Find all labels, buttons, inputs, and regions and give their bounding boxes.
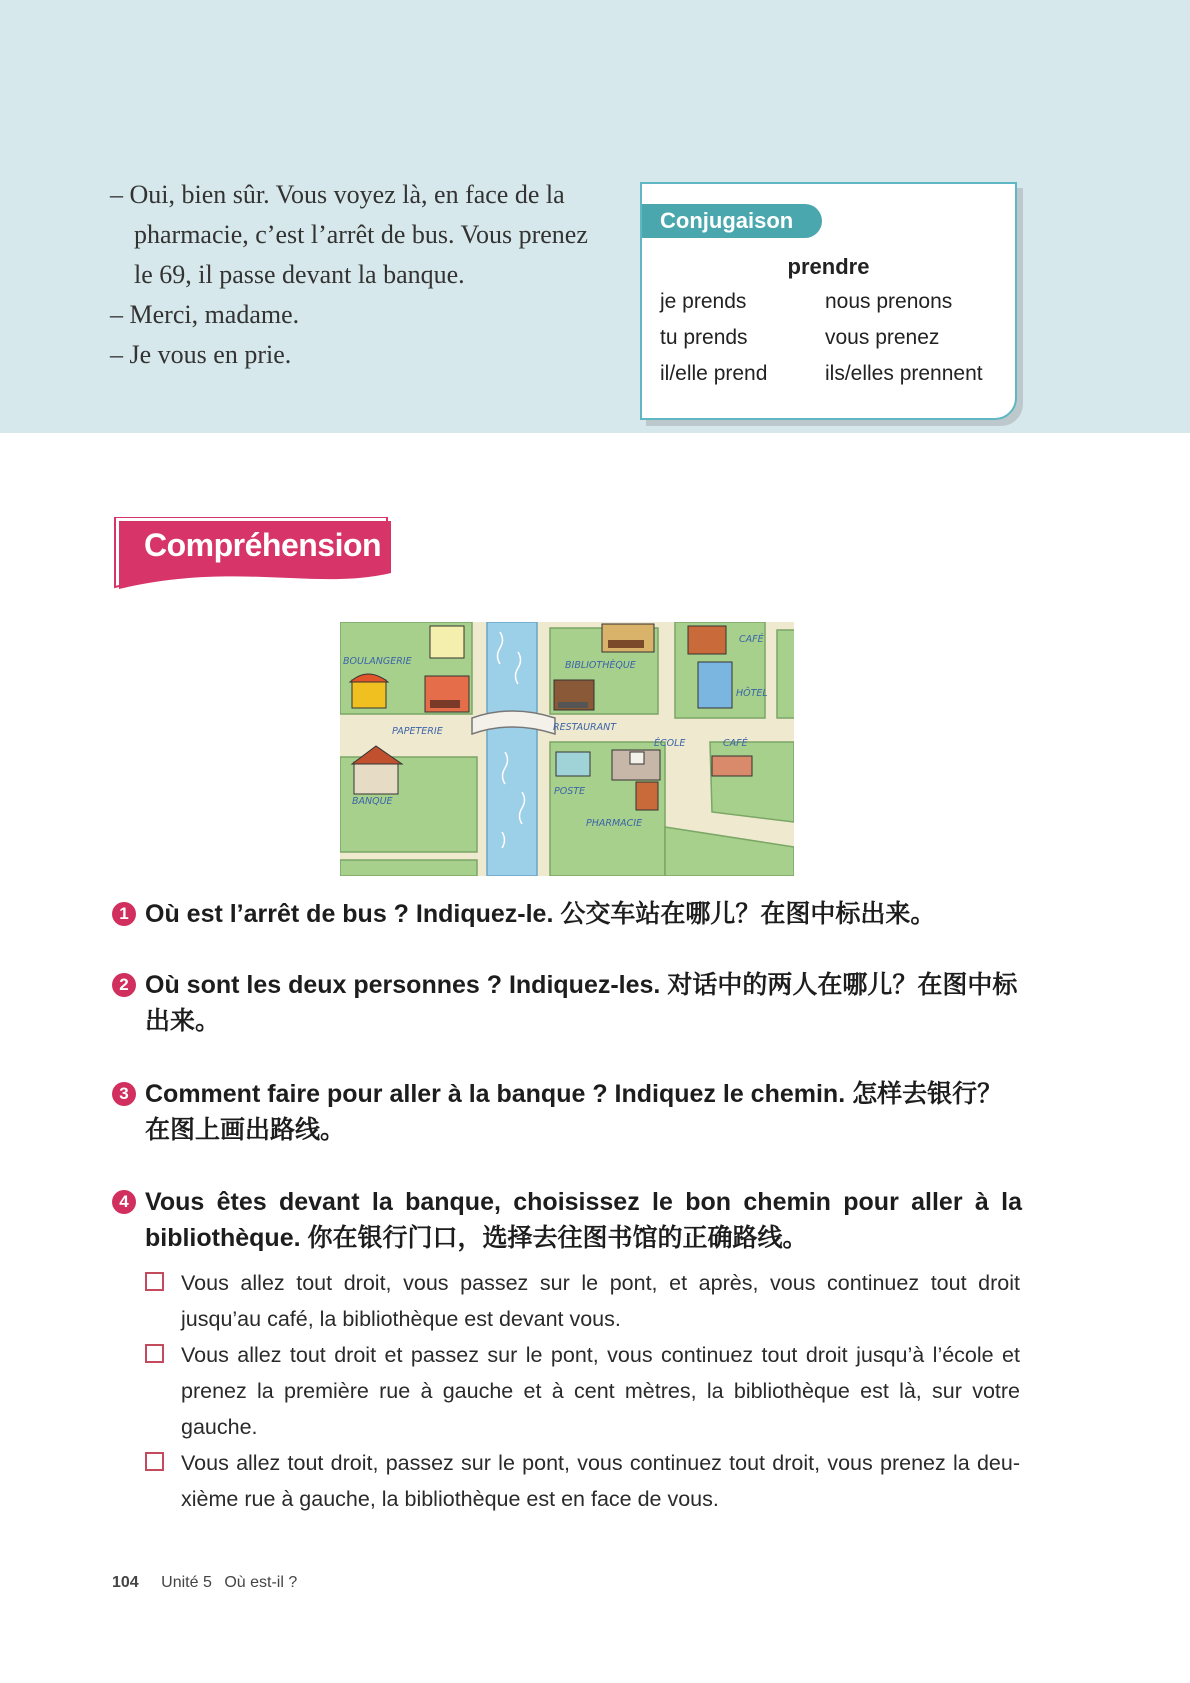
unit-title: Où est-il ? <box>224 1574 298 1591</box>
conjugation-form: vous prenez <box>825 326 940 349</box>
option-checkbox[interactable] <box>145 1344 164 1363</box>
comprehension-title: Compréhension <box>144 527 382 563</box>
map-label-bakery: BOULANGERIE <box>343 656 412 667</box>
dialogue-line: – Oui, bien sûr. Vous voyez là, en face de la pharmacie, c’est l’arrêt de bus. Vous prenez le 69, il passe devant la banque. <box>110 180 588 289</box>
town-map-illustration <box>340 622 794 876</box>
map-label-hotel: HÔTEL <box>736 688 768 699</box>
question-3 <box>112 1076 1022 1148</box>
dialogue-line: – Je vous en prie. <box>110 340 292 369</box>
question-text: Où est l’arrêt de bus ? Indiquez-le. 公交车站在哪儿？在图中标出来。 <box>145 900 936 928</box>
option-checkbox[interactable] <box>145 1452 164 1471</box>
map-label-bank: BANQUE <box>352 796 393 807</box>
question-4 <box>112 1184 1022 1256</box>
answer-option-2[interactable] <box>145 1337 1020 1445</box>
map-river <box>487 622 537 876</box>
question-text: Vous êtes devant la banque, choisissez le bon chemin pour aller à la bibliothèque. 你在银行门口，选择去往图书馆的正确路线。 <box>145 1188 1022 1252</box>
conjugation-form: tu prends <box>660 326 748 349</box>
conjugation-tab: Conjugaison <box>642 204 822 238</box>
unit-label: Unité 5 <box>161 1574 212 1591</box>
map-label-pharmacy: PHARMACIE <box>586 818 643 829</box>
question-number-badge: 3 <box>112 1082 136 1106</box>
building-post <box>556 752 590 776</box>
conjugation-grid <box>660 288 1005 388</box>
question-number-badge: 4 <box>112 1190 136 1214</box>
map-label-library: BIBLIOTHÈQUE <box>565 660 636 671</box>
town-map <box>340 622 794 876</box>
building-bakery <box>350 674 388 708</box>
map-label-cafe: CAFÉ <box>739 634 764 645</box>
question-2 <box>112 967 1022 1039</box>
map-label-school: ÉCOLE <box>654 738 686 749</box>
map-block <box>710 742 794 822</box>
conjugation-form: il/elle prend <box>660 362 768 385</box>
conjugation-box <box>640 182 1017 420</box>
map-label-cafe-2: CAFÉ <box>723 738 748 749</box>
option-checkbox[interactable] <box>145 1272 164 1291</box>
map-block <box>777 630 794 718</box>
building-cafe <box>688 626 726 654</box>
building-pharmacy <box>636 782 658 810</box>
answer-option-3[interactable] <box>145 1445 1020 1517</box>
map-label-post: POSTE <box>554 786 586 797</box>
option-text: Vous allez tout droit, passez sur le pont, vous continuez tout droit, vous prenez la deu-xième rue à gauche, la bibliothèque est en face de vous. <box>181 1451 1020 1511</box>
option-text: Vous allez tout droit, vous passez sur le pont, et après, vous continuez tout droit jusqu’au café, la bibliothèque est devant vous. <box>181 1271 1020 1331</box>
comprehension-heading <box>112 517 392 592</box>
question-number-badge: 2 <box>112 973 136 997</box>
answer-option-1[interactable] <box>145 1265 1020 1337</box>
question-text: Comment faire pour aller à la banque ? Indiquez le chemin. 怎样去银行？在图上画出路线。 <box>145 1080 1003 1144</box>
map-label-restaurant: RESTAURANT <box>553 722 617 733</box>
page-footer <box>112 1574 297 1592</box>
dialogue <box>110 175 590 375</box>
conjugation-verb: prendre <box>787 254 870 279</box>
map-block <box>340 860 477 876</box>
dialogue-line: – Merci, madame. <box>110 300 300 329</box>
building-top <box>602 624 654 652</box>
conjugation-form: ils/elles prennent <box>825 362 983 385</box>
building-stationery <box>425 676 469 712</box>
building-yellow <box>430 626 464 658</box>
question-number-badge: 1 <box>112 902 136 926</box>
map-label-stationery: PAPETERIE <box>392 726 443 737</box>
option-text: Vous allez tout droit et passez sur le pont, vous continuez tout droit jusqu’à l’école et prenez la première rue à gauche et à cent mètres, la bibliothèque est là, sur votre gauche. <box>181 1343 1020 1439</box>
question-1 <box>112 896 1022 932</box>
page-number: 104 <box>112 1574 139 1591</box>
building-hotel <box>698 662 732 708</box>
conjugation-form: je prends <box>660 290 747 313</box>
question-text: Où sont les deux personnes ? Indiquez-les. 对话中的两人在哪儿？在图中标出来。 <box>145 971 1018 1035</box>
building-library <box>554 680 594 710</box>
building-cafe-2 <box>712 756 752 776</box>
building-school <box>612 750 660 780</box>
conjugation-form: nous prenons <box>825 290 953 313</box>
